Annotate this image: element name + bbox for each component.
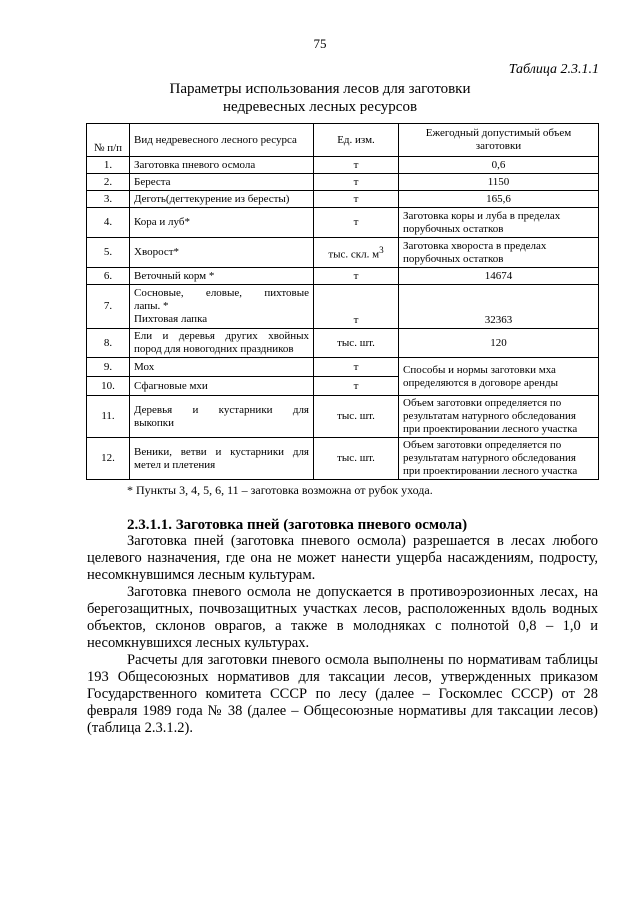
row-unit: т (314, 191, 399, 208)
unit-text: тыс. скл. м (328, 248, 380, 261)
row-volume: Заготовка хвороста в пределах порубочных остатков (399, 238, 599, 268)
row-num: 11. (87, 396, 130, 438)
row-kind: Веточный корм * (130, 268, 314, 285)
row-kind (130, 285, 314, 329)
row-kind: Хворост* (130, 238, 314, 268)
page-number: 75 (313, 36, 327, 51)
table-row (87, 174, 599, 191)
row-num: 8. (87, 329, 130, 358)
row-kind-line: выкопки (134, 416, 174, 429)
row-volume: 32363 (399, 285, 599, 329)
table-label: Таблица 2.3.1.1 (508, 62, 599, 77)
row-volume: 0,6 (399, 157, 599, 174)
paragraph: Заготовка пневого осмола не допускается в противоэрозионных лесах, на берегозащитных, почвозащитных участках лесов, расположенных вдоль водных объектов, склонов оврагов, а также в молодняках с полнотой 0,8 – 1,0 и несомкнувшихся лесных культурах. (87, 584, 598, 651)
row-volume: Объем заготовки определяется по результатам натурного обследования при проектировании лесного участка (399, 438, 599, 480)
row-num: 5. (87, 238, 130, 268)
table-footnote: * Пункты 3, 4, 5, 6, 11 – заготовка возможна от рубок ухода. (127, 483, 433, 497)
row-unit: т (314, 358, 399, 377)
table-title-line1: Параметры использования лесов для заготовки (169, 81, 471, 97)
header-num: № п/п (87, 124, 130, 157)
row-unit (314, 238, 399, 268)
row-num: 4. (87, 208, 130, 238)
row-volume: 1150 (399, 174, 599, 191)
row-volume: 120 (399, 329, 599, 358)
row-kind: Мох (130, 358, 314, 377)
row-kind: Береста (130, 174, 314, 191)
table-row (87, 329, 599, 358)
row-num: 9. (87, 358, 130, 377)
header-kind: Вид недревесного лесного ресурса (130, 124, 314, 157)
table-row (87, 268, 599, 285)
row-volume: 14674 (399, 268, 599, 285)
table-row (87, 157, 599, 174)
unit-superscript: 3 (379, 244, 384, 255)
row-kind: Заготовка пневого осмола (130, 157, 314, 174)
row-volume-line: Способы и нормы заготовки мха (403, 363, 556, 376)
row-num: 7. (87, 285, 130, 329)
row-kind (130, 329, 314, 358)
row-kind-line: лапы. * (134, 300, 169, 312)
table-row (87, 396, 599, 438)
section-heading: 2.3.1.1. Заготовка пней (заготовка пневого осмола) (127, 517, 468, 533)
header-unit: Ед. изм. (314, 124, 399, 157)
resources-table (86, 123, 599, 480)
row-kind-line: Веники, ветви и кустарники для (134, 445, 309, 458)
row-unit: тыс. шт. (314, 329, 399, 358)
row-volume: 165,6 (399, 191, 599, 208)
table-row (87, 438, 599, 480)
table-header-row (87, 124, 599, 157)
row-kind (130, 396, 314, 438)
row-num: 3. (87, 191, 130, 208)
row-unit: т (314, 157, 399, 174)
table-row (87, 285, 599, 329)
row-volume: Заготовка коры и луба в пределах порубочных остатков (399, 208, 599, 238)
header-volume: Ежегодный допустимый объем заготовки (399, 124, 599, 157)
paragraph: Расчеты для заготовки пневого осмола выполнены по нормативам таблицы 193 Общесоюзных нормативов для таксации лесов, утвержденных приказом Государственного комитета СССР по лесу (далее – Госкомлес СССР) от 28 февраля 1989 года № 38 (далее – Общесоюзные нормативы для таксации лесов) (таблица 2.3.1.2). (87, 652, 598, 736)
row-kind-line: пород для новогодних праздников (134, 343, 294, 355)
row-num: 12. (87, 438, 130, 480)
body-text (87, 533, 598, 737)
row-unit: т (314, 174, 399, 191)
row-volume-merged (399, 358, 599, 396)
row-kind (130, 438, 314, 480)
table-row (87, 358, 599, 377)
row-kind-line: Ели и деревья других хвойных (134, 330, 309, 342)
row-unit: т (314, 285, 399, 329)
row-num: 10. (87, 377, 130, 396)
row-kind-line: Деревья и кустарники для (134, 403, 309, 416)
row-num: 2. (87, 174, 130, 191)
row-kind-line: метел и плетения (134, 458, 216, 471)
table-row (87, 191, 599, 208)
table-title (0, 80, 640, 116)
row-unit: т (314, 208, 399, 238)
row-kind: Кора и луб* (130, 208, 314, 238)
row-kind: Сфагновые мхи (130, 377, 314, 396)
row-unit: тыс. шт. (314, 438, 399, 480)
row-num: 6. (87, 268, 130, 285)
table-row (87, 208, 599, 238)
row-kind-line: Пихтовая лапка (134, 313, 208, 325)
row-unit: тыс. шт. (314, 396, 399, 438)
row-volume-line: определяются в договоре аренды (403, 376, 559, 389)
row-unit: т (314, 268, 399, 285)
row-unit: т (314, 377, 399, 396)
row-num: 1. (87, 157, 130, 174)
table-title-line2: недревесных лесных ресурсов (222, 99, 418, 115)
row-volume: Объем заготовки определяется по результатам натурного обследования при проектировании лесного участка (399, 396, 599, 438)
paragraph: Заготовка пней (заготовка пневого осмола) разрешается в лесах любого целевого назначения, где она не может нанести ущерба насаждениям, подросту, несомкнувшимся лесным культурам. (87, 533, 598, 583)
row-kind-line: Сосновые, еловые, пихтовые (134, 287, 309, 299)
row-kind: Деготь(дегтекурение из бересты) (130, 191, 314, 208)
table-row (87, 238, 599, 268)
